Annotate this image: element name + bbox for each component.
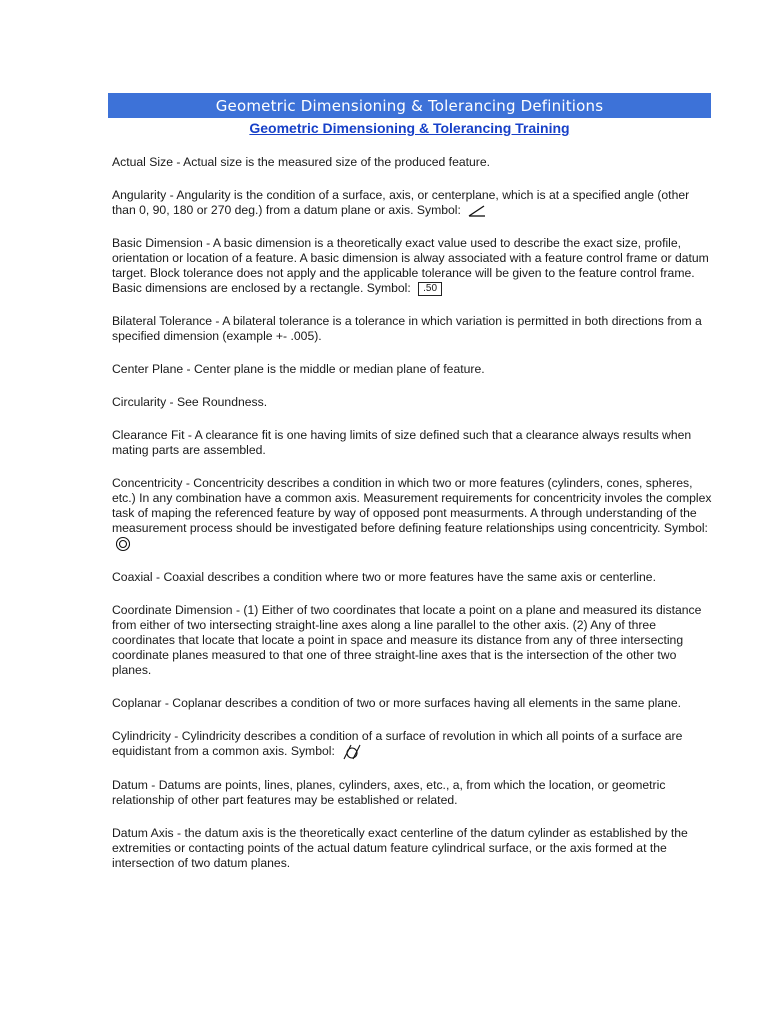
definition-coplanar — [112, 696, 712, 711]
definition-text: Bilateral Tolerance - A bilateral tolerance is a tolerance in which variation is permitted in both directions from a specified dimension (example +- .005). — [112, 314, 702, 343]
definition-text: Basic Dimension - A basic dimension is a theoretically exact value used to describe the exact size, profile, orientation or location of a feature. A basic dimension is alway associated with a feature control frame or datum target. Block tolerance does not apply and the applicable tolerance will be given to the feature control frame. Basic dimensions are enclosed by a rectangle. Symbol: — [112, 236, 709, 295]
definitions-list — [112, 155, 712, 889]
definition-text: Clearance Fit - A clearance fit is one having limits of size defined such that a clearance always results when mating parts are assembled. — [112, 428, 692, 457]
definition-center-plane — [112, 362, 712, 377]
definition-circularity — [112, 395, 712, 410]
cylindricity-icon — [341, 744, 363, 760]
definition-text: Center Plane - Center plane is the middle or median plane of feature. — [112, 362, 485, 376]
basic-dimension-symbol: .50 — [418, 282, 442, 296]
definition-datum — [112, 778, 712, 808]
concentricity-icon — [115, 536, 131, 552]
training-link[interactable]: Geometric Dimensioning & Tolerancing Training — [249, 120, 570, 136]
definition-text: Coaxial - Coaxial describes a condition where two or more features have the same axis or centerline. — [112, 570, 656, 584]
angularity-icon — [467, 204, 487, 218]
definition-text: Circularity - See Roundness. — [112, 395, 268, 409]
definition-datum-axis — [112, 826, 712, 871]
definition-coaxial — [112, 570, 712, 585]
page-title: Geometric Dimensioning & Tolerancing Definitions — [215, 96, 604, 115]
definition-cylindricity — [112, 729, 712, 760]
definition-basic-dimension — [112, 236, 712, 296]
definition-angularity — [112, 188, 712, 218]
definition-text: Datum - Datums are points, lines, planes, cylinders, axes, etc., a, from which the location, or geometric relationship of other part features may be established or related. — [112, 778, 666, 807]
definition-text: Coordinate Dimension - (1) Either of two coordinates that locate a point on a plane and measured its distance from either of two intersecting straight-line axes along a line parallel to the other axis. (2) Any of three coordinates that locate that locate a point in space and measure its distance from any of three intersecting coordinate planes measured to that one of three straight-line axes that is the intersection of the other two planes. — [112, 603, 702, 677]
definition-text: Cylindricity - Cylindricity describes a condition of a surface of revolution in which all points of a surface are equidistant from a common axis. Symbol: — [112, 729, 683, 759]
definition-text: Actual Size - Actual size is the measured size of the produced feature. — [112, 155, 491, 169]
definition-concentricity — [112, 476, 712, 552]
definition-text: Concentricity - Concentricity describes a condition in which two or more features (cylinders, cones, spheres, etc.) In any combination have a common axis. Measurement requirements for concentricity involes the complex task of maping the referenced feature by way of opposed pont measurments. A through understanding of the measurement process should be investigated before defining feature relationships using concentricity. Symbol: — [112, 476, 712, 535]
definition-coordinate-dimension — [112, 603, 712, 678]
definition-actual-size — [112, 155, 712, 170]
subtitle-container — [108, 120, 711, 138]
definition-text: Angularity - Angularity is the condition of a surface, axis, or centerplane, which is at a specified angle (other than 0, 90, 180 or 270 deg.) from a datum plane or axis. Symbol: — [112, 188, 690, 217]
definition-bilateral-tolerance — [112, 314, 712, 344]
definition-text: Datum Axis - the datum axis is the theoretically exact centerline of the datum cylinder as established by the extremities or contacting points of the actual datum feature cylindrical surface, or the axis formed at the intersection of two datum planes. — [112, 826, 688, 870]
definition-clearance-fit — [112, 428, 712, 458]
definition-text: Coplanar - Coplanar describes a condition of two or more surfaces having all elements in the same plane. — [112, 696, 682, 710]
page-title-banner — [108, 93, 711, 118]
